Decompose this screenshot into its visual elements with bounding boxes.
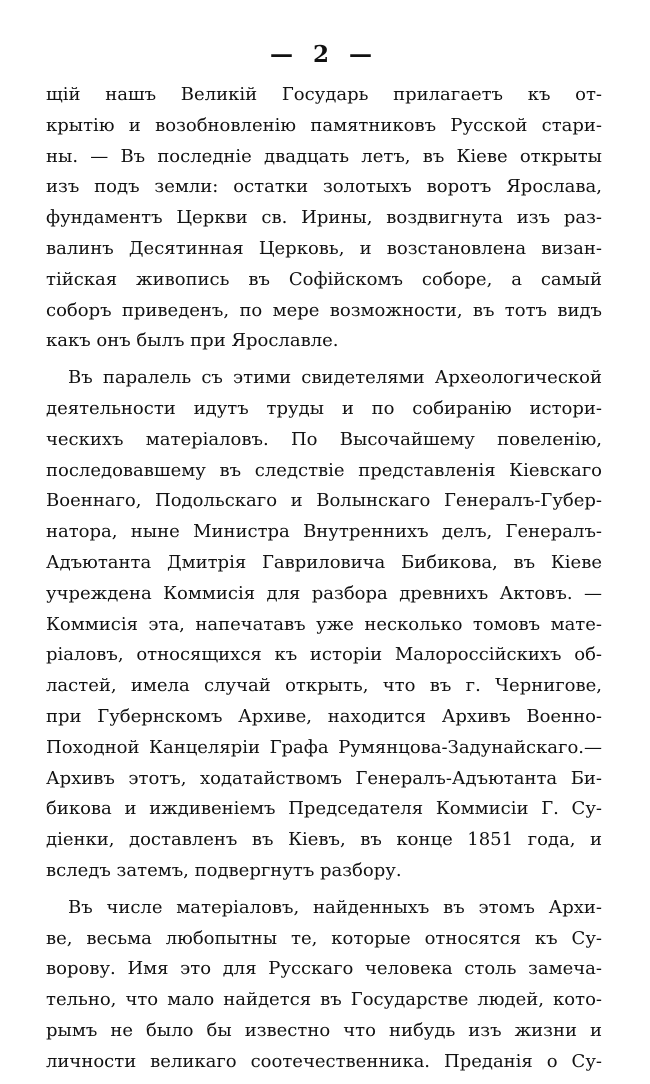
text-line: вследъ затемъ, подвергнутъ разбору.	[46, 859, 402, 881]
text-line: валинъ Десятинная Церковь, и возстановлена визан-	[46, 237, 602, 259]
text-line: ріаловъ, относящихся къ исторіи Малороссійскихъ об-	[46, 644, 602, 666]
text-line: Походной Канцеляріи Графа Румянцова-Задунайскаго.—	[46, 736, 602, 758]
text-line: фундаментъ Церкви св. Ирины, воздвигнута изъ раз-	[46, 207, 602, 229]
page-number: — 2 —	[269, 41, 379, 68]
text-line: ны. — Въ последніе двадцать летъ, въ Кіеве открыты	[46, 145, 602, 167]
text-line: ластей, имела случай открыть, что въ г. Чернигове,	[46, 675, 602, 697]
text-line: крытію и возобновленію памятниковъ Русской стари-	[46, 114, 602, 136]
text-line: последовавшему въ следствіе представленія Кіевскаго	[46, 459, 602, 481]
text-line: тійская живопись въ Софійскомъ соборе, а самый	[46, 268, 602, 290]
text-line: личности великаго соотечественника. Преданія о Су-	[46, 1050, 602, 1072]
text-line: Въ паралель съ этими свидетелями Археологической	[68, 367, 602, 389]
text-line: Коммисія эта, напечатавъ уже несколько томовъ мате-	[46, 613, 602, 635]
text-line: изъ подъ земли: остатки золотыхъ воротъ Ярослава,	[46, 176, 602, 198]
paragraph	[46, 363, 602, 887]
text-line: щій нашъ Великій Государь прилагаетъ къ от-	[46, 84, 602, 105]
text-line: учреждена Коммисія для разбора древнихъ Актовъ. —	[46, 582, 602, 604]
text-line: Адъютанта Дмитрія Гавриловича Бибикова, въ Кіеве	[46, 551, 602, 573]
paragraph	[46, 893, 602, 1078]
text-line: натора, ныне Министра Внутреннихъ делъ, Генералъ-	[46, 521, 602, 543]
text-line: соборъ приведенъ, по мере возможности, въ тотъ видъ	[46, 299, 602, 321]
text-line: ворову. Имя это для Русскаго человека столь замеча-	[46, 958, 602, 980]
book-page	[46, 30, 602, 1084]
paragraph	[46, 80, 602, 357]
text-line: при Губернскомъ Архиве, находится Архивъ Военно-	[46, 705, 602, 727]
text-line: тельно, что мало найдется въ Государстве людей, кото-	[46, 989, 602, 1011]
text-line: Архивъ этотъ, ходатайствомъ Генералъ-Адъютанта Би-	[46, 767, 602, 789]
text-line: діенки, доставленъ въ Кіевъ, въ конце 1851 года, и	[46, 829, 602, 851]
text-line: деятельности идутъ труды и по собиранію истори-	[46, 397, 602, 419]
text-line: Въ числе матеріаловъ, найденныхъ въ этомъ Архи-	[68, 896, 602, 918]
text-line: бикова и иждивеніемъ Председателя Коммисіи Г. Су-	[46, 798, 602, 820]
text-line: рымъ не было бы известно что нибудь изъ жизни и	[46, 1019, 602, 1041]
text-line: ческихъ матеріаловъ. По Высочайшему повеленію,	[46, 428, 602, 450]
text-line: ве, весьма любопытны те, которые относятся къ Су-	[46, 927, 602, 949]
text-line: Военнаго, Подольскаго и Волынскаго Генералъ-Губер-	[46, 490, 602, 512]
text-body	[46, 80, 602, 1078]
text-line: какъ онъ былъ при Ярославле.	[46, 330, 339, 352]
